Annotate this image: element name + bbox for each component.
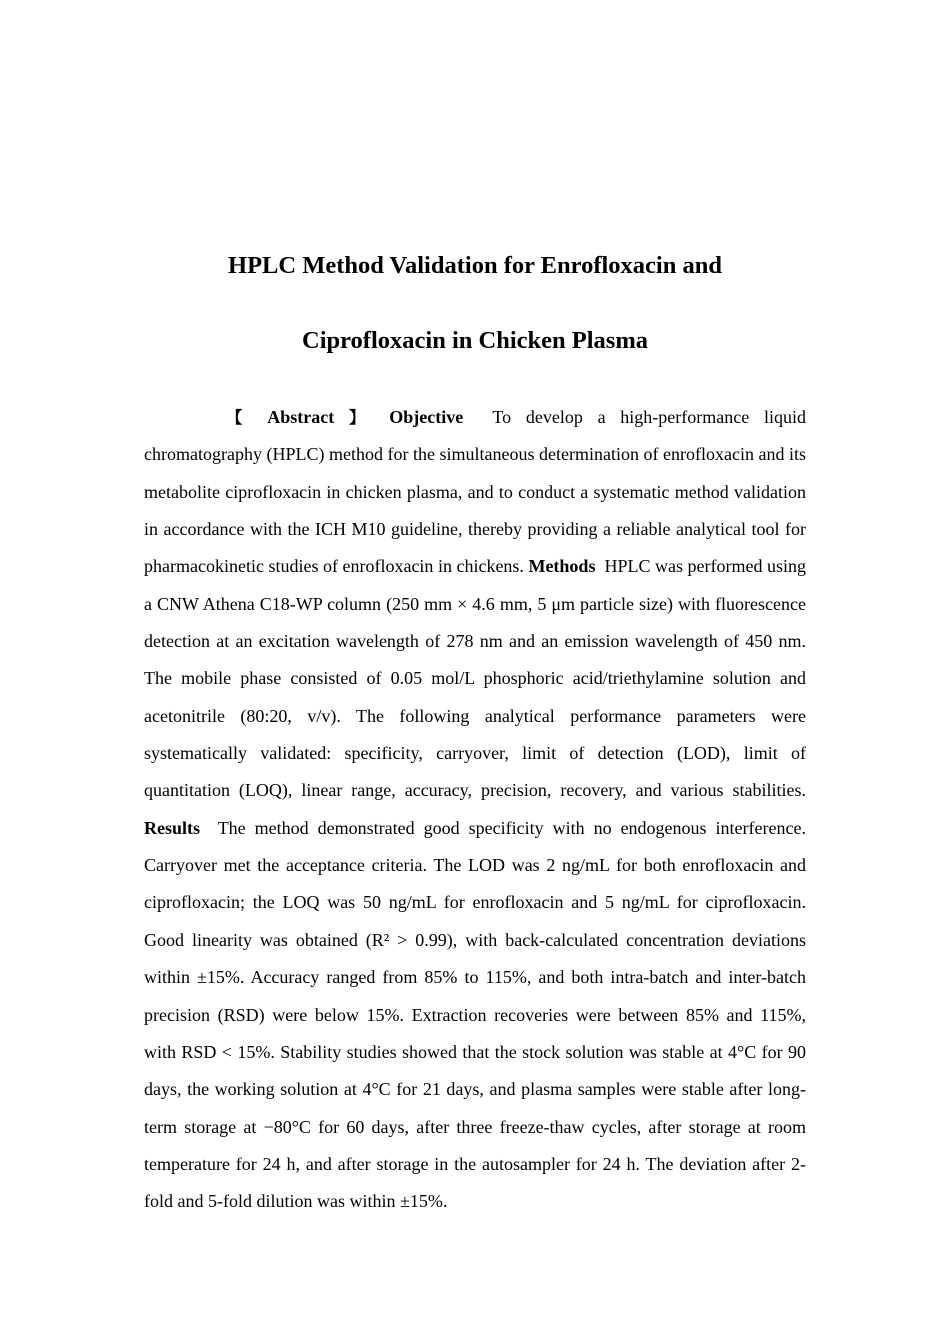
results-text: The method demonstrated good specificity with no endogenous interference. Carryover met the acceptance criteria. The LOD was 2 ng/mL for both enrofloxacin and ciprofloxacin; the LOQ was 50 ng/mL for enrofloxacin and 5 ng/mL for ciprofloxacin. Good linearity was obtained (R² > 0.99), with back-calculated concentration deviations within ±15%. Accuracy ranged from 85% to 115%, and both intra-batch and inter-batch precision (RSD) were below 15%. Extraction recoveries were between 85% and 115%, with RSD < 15%. Stability studies showed that the stock solution was stable at 4°C for 90 days, the working solution at 4°C for 21 days, and plasma samples were stable after long-term storage at −80°C for 60 days, after three freeze-thaw cycles, after storage at room temperature for 24 h, and after storage in the autosampler for 24 h. The deviation after 2-fold and 5-fold dilution was within ±15%. (144, 817, 806, 1212)
abstract-label: Abstract (267, 407, 335, 427)
results-heading: Results (144, 817, 201, 838)
paper-title-line-1: HPLC Method Validation for Enrofloxacin and (228, 252, 722, 279)
paper-title-line-2: Ciprofloxacin in Chicken Plasma (302, 327, 648, 354)
abstract-bracket-close: 】 (348, 408, 376, 427)
abstract-bracket-open: 【 (216, 408, 253, 427)
methods-heading: Methods (528, 556, 596, 577)
methods-text: HPLC was performed using a CNW Athena C18-WP column (250 mm × 4.6 mm, 5 μm particle size) with fluorescence detection at an excitation wavelength of 278 nm and an emission wavelength of 450 nm. The mobile phase consisted of 0.05 mol/L phosphoric acid/triethylamine solution and acetonitrile (80:20, v/v). The following analytical performance parameters were systematically validated: specificity, carryover, limit of detection (LOD), limit of quantitation (LOQ), linear range, accuracy, precision, recovery, and various stabilities. (144, 556, 806, 801)
objective-text: To develop a high-performance liquid chromatography (HPLC) method for the simultaneous determination of enrofloxacin and its metabolite ciprofloxacin in chicken plasma, and to conduct a systematic method validation in accordance with the ICH M10 guideline, thereby providing a reliable analytical tool for pharmacokinetic studies of enrofloxacin in chickens. (144, 407, 806, 577)
abstract-paragraph (144, 399, 806, 1221)
objective-heading: Objective (389, 407, 464, 427)
